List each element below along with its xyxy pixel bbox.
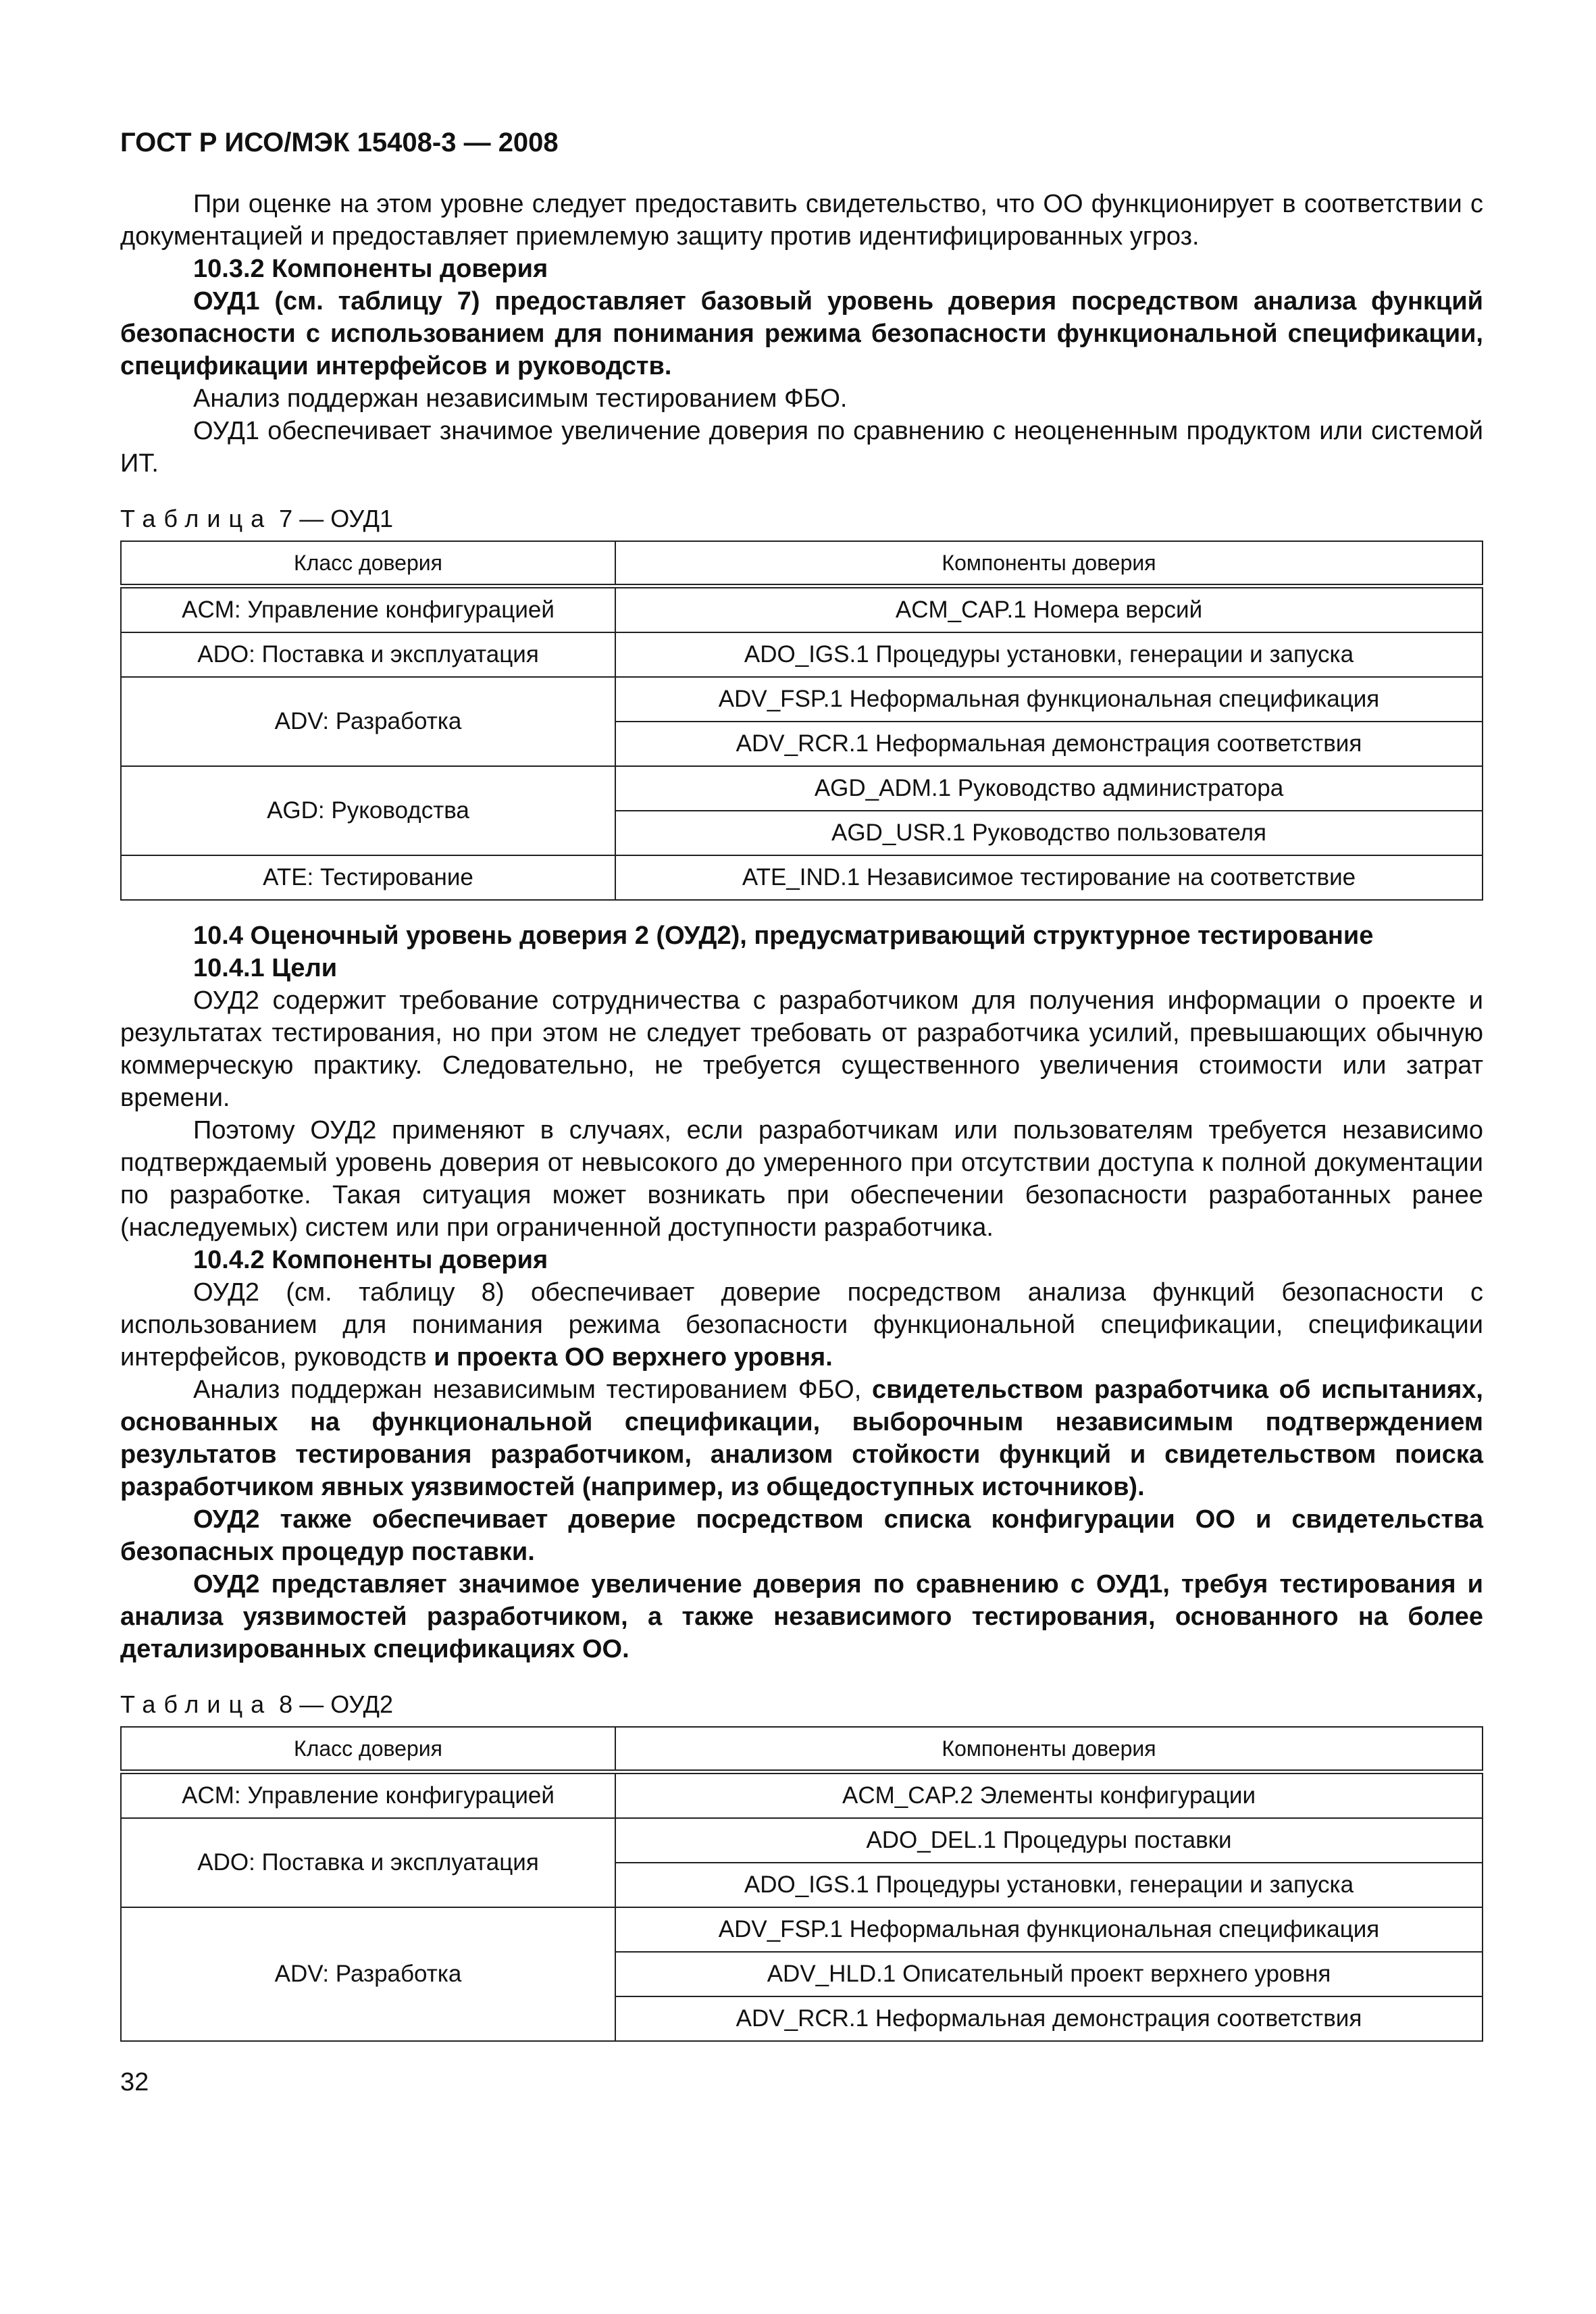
table-7 [120,540,1483,901]
component-cell: ATE_IND.1 Независимое тестирование на соответствие [615,855,1483,900]
paragraph-bold-text: и проекта ОО верхнего уровня. [434,1343,833,1372]
section-10-4-2-heading: 10.4.2 Компоненты доверия [193,1246,548,1274]
table-row [121,1772,1483,1819]
document-page [120,101,1483,2098]
section-10-4-1-paragraph-1: ОУД2 содержит требование сотрудничества с разработчиком для получения информации о проекте и результатах тестирования, но при этом не следует требовать от разработчика усилий, превышающих обычную коммерческую практику. Следовательно, не требуется существенного увеличения стоимости или затрат времени. [120,986,1483,1112]
section-10-3-2-paragraph-3: ОУД1 обеспечивает значимое увеличение доверия по сравнению с неоцененным продуктом или системой ИТ. [120,417,1483,478]
table-header-row [121,541,1483,586]
class-cell: ACM: Управление конфигурацией [121,586,615,633]
class-cell: ADO: Поставка и эксплуатация [121,1818,615,1907]
class-cell: ADV: Разработка [121,677,615,766]
component-cell: AGD_USR.1 Руководство пользователя [615,811,1483,855]
paragraph-text: ОУД2 (см. таблицу 8) обеспечивает доверие посредством анализа функций безопасности с использованием для понимания режима безопасности функциональной спецификации, спецификации интерфейсов, руководств [120,1278,1483,1372]
component-cell: ADO_DEL.1 Процедуры поставки [615,1818,1483,1863]
section-10-4-2-paragraph-3: ОУД2 также обеспечивает доверие посредством списка конфигурации ОО и свидетельства безопасных процедур поставки. [120,1505,1483,1566]
section-10-4-1-heading: 10.4.1 Цели [193,954,338,982]
component-cell: ADV_FSP.1 Неформальная функциональная спецификация [615,677,1483,722]
class-cell: ACM: Управление конфигурацией [121,1772,615,1819]
table-row [121,586,1483,633]
class-cell: ADV: Разработка [121,1907,615,2041]
table-7-caption-rest: 7 — ОУД1 [279,505,394,532]
table-row [121,855,1483,900]
section-10-4-2-paragraph-4: ОУД2 представляет значимое увеличение доверия по сравнению с ОУД1, требуя тестирования и анализа уязвимостей разработчиком, а также независимого тестирования, основанного на более детализированных спецификациях ОО. [120,1570,1483,1663]
class-cell: AGD: Руководства [121,766,615,855]
column-header-components: Компоненты доверия [615,1727,1483,1772]
component-cell: ACM_CAP.1 Номера версий [615,586,1483,633]
component-cell: ACM_CAP.2 Элементы конфигурации [615,1772,1483,1819]
component-cell: ADV_RCR.1 Неформальная демонстрация соответствия [615,722,1483,766]
document-header: ГОСТ Р ИСО/МЭК 15408-3 — 2008 [120,128,559,157]
section-10-3-2-bold-paragraph: ОУД1 (см. таблицу 7) предоставляет базовый уровень доверия посредством анализа функций безопасности с использованием для понимания режима безопасности функциональной спецификации, спецификации интерфейсов и руководств. [120,287,1483,380]
column-header-class: Класс доверия [121,1727,615,1772]
class-cell: ATE: Тестирование [121,855,615,900]
section-10-3-2-heading: 10.3.2 Компоненты доверия [193,255,548,283]
class-cell: ADO: Поставка и эксплуатация [121,632,615,677]
table-row [121,1907,1483,1952]
component-cell: AGD_ADM.1 Руководство администратора [615,766,1483,811]
table-7-caption-word: Таблица [120,505,273,532]
table-8-caption-word: Таблица [120,1690,273,1718]
intro-paragraph: При оценке на этом уровне следует предоставить свидетельство, что ОО функционирует в соответствии с документацией и предоставляет приемлемую защиту против идентифицированных угроз. [120,190,1483,251]
table-row [121,632,1483,677]
table-row [121,766,1483,811]
section-10-4-2-paragraph-1 [120,1276,1483,1374]
table-row [121,1818,1483,1863]
section-10-4-1-paragraph-2: Поэтому ОУД2 применяют в случаях, если разработчикам или пользователям требуется независимо подтверждаемый уровень доверия от невысокого до умеренного при отсутствии доступа к полной документации по разработке. Такая ситуация может возникать при обеспечении безопасности разработанных ранее (наследуемых) систем или при ограниченной доступности разработчика. [120,1116,1483,1242]
table-7-caption [120,504,1483,534]
section-10-4-2-paragraph-2 [120,1374,1483,1503]
component-cell: ADV_RCR.1 Неформальная демонстрация соответствия [615,1996,1483,2041]
table-8 [120,1726,1483,2042]
page-number: 32 [120,2068,149,2096]
paragraph-text: Анализ поддержан независимым тестированием ФБО, [193,1376,862,1404]
column-header-components: Компоненты доверия [615,541,1483,586]
section-10-4-heading: 10.4 Оценочный уровень доверия 2 (ОУД2), предусматривающий структурное тестирование [193,922,1374,950]
section-10-3-2-paragraph-2: Анализ поддержан независимым тестированием ФБО. [193,384,848,413]
table-8-caption-rest: 8 — ОУД2 [279,1690,394,1718]
spacer [120,901,1483,920]
table-header-row [121,1727,1483,1772]
component-cell: ADO_IGS.1 Процедуры установки, генерации и запуска [615,632,1483,677]
component-cell: ADV_FSP.1 Неформальная функциональная спецификация [615,1907,1483,1952]
column-header-class: Класс доверия [121,541,615,586]
table-8-caption [120,1690,1483,1719]
table-row [121,677,1483,722]
component-cell: ADV_HLD.1 Описательный проект верхнего уровня [615,1952,1483,1996]
component-cell: ADO_IGS.1 Процедуры установки, генерации и запуска [615,1863,1483,1907]
paragraph-bold-text: свидетельством разработчика об испытаниях, основанных на функциональной спецификации, выборочным независимым подтверждением результатов тестирования разработчиком, анализом стойкости функций и свидетельством поиска разработчиком явных уязвимостей (например, из общедоступных источников). [120,1376,1483,1501]
